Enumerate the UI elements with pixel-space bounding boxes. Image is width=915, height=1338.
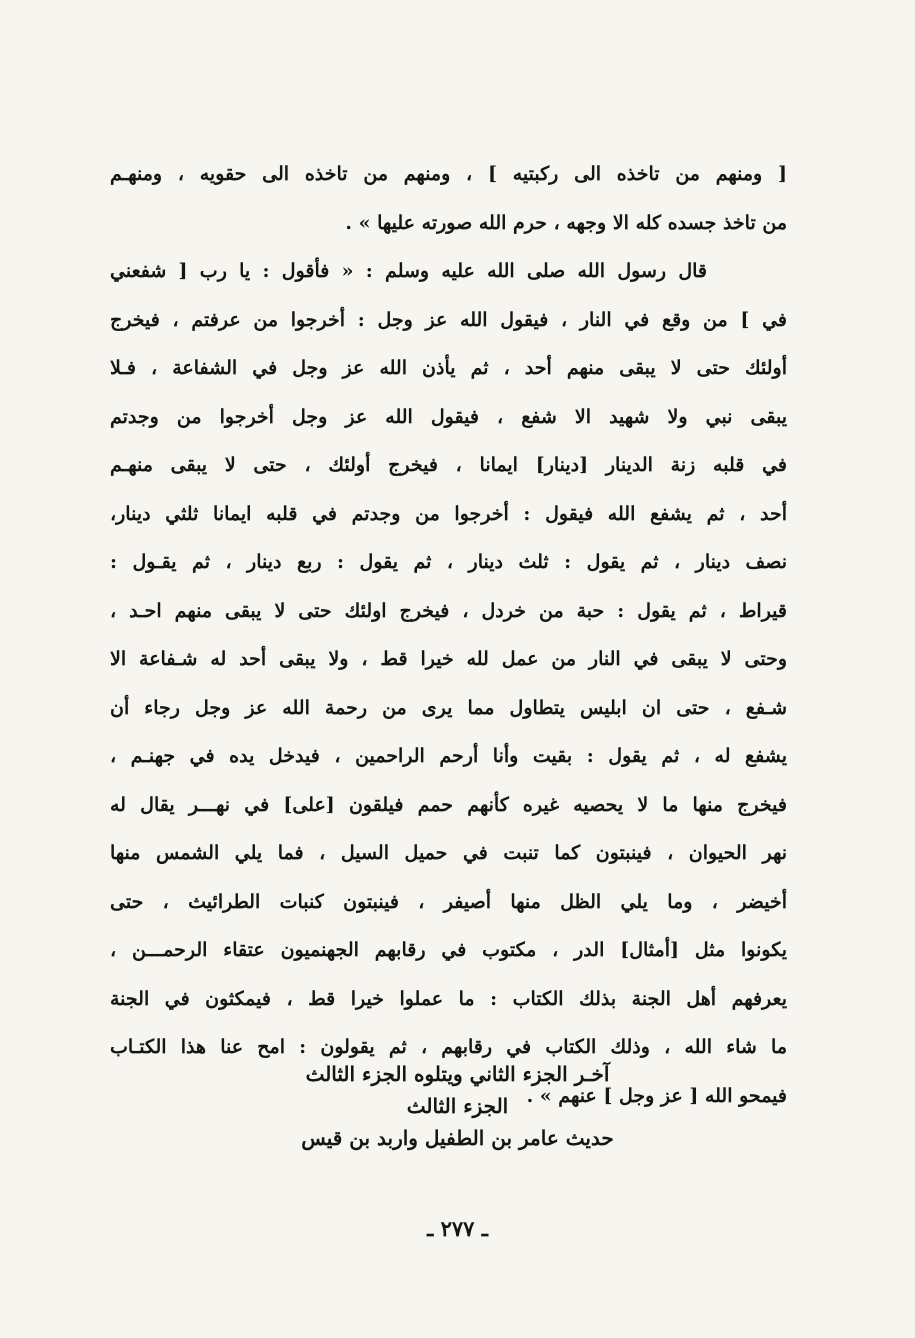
text-line: من تاخذ جسده كله الا وجهه ، حرم الله صورته عليها » . xyxy=(345,211,787,234)
text-line: يشفع له ، ثم يقول : بقيت وأنا أرحم الراحمين ، فيدخل يده في جهنـم ، xyxy=(110,745,787,767)
hadith-title-heading: حديث عامر بن الطفيل واربد بن قيس xyxy=(301,1126,614,1150)
text-line: نصف دينار ، ثم يقول : ثلث دينار ، ثم يقول : ربع دينار ، ثم يقـول : xyxy=(110,551,787,573)
text-line: قيراط ، ثم يقول : حبة من خردل ، فيخرج اولئك حتى لا يبقى منهم احـد ، xyxy=(110,599,787,622)
text-line: نهر الحيوان ، فينبتون كما تنبت في حميل السيل ، فما يلي الشمس منها xyxy=(110,842,787,864)
text-line: وحتى لا يبقى في النار من عمل لله خيرا قط ، ولا يبقى أحد له شـفاعة الا xyxy=(110,648,787,670)
hadith-text-body xyxy=(110,150,787,1120)
text-line: شـفع ، حتى ان ابليس يتطاول مما يرى من رحمة الله عز وجل رجاء أن xyxy=(110,696,787,719)
text-line: فيمحو الله [ عز وجل ] عنهم » . xyxy=(526,1084,787,1107)
text-line: [ ومنهم من تاخذه الى ركبتيه ] ، ومنهم من تاخذه الى حقويه ، ومنهـم xyxy=(110,163,787,185)
text-line: أحد ، ثم يشفع الله فيقول : أخرجوا من وجدتم في قلبه ايمانا ثلثي دينار، xyxy=(110,502,787,525)
text-line: يعرفهم أهل الجنة بذلك الكتاب : ما عملوا خيرا قط ، فيمكثون في الجنة xyxy=(110,987,787,1010)
text-line: أولئك حتى لا يبقى منهم أحد ، ثم يأذن الله عز وجل في الشفاعة ، فـلا xyxy=(110,357,787,379)
text-line: ما شاء الله ، وذلك الكتاب في رقابهم ، ثم يقولون : امح عنا هذا الكتـاب xyxy=(110,1036,787,1058)
text-line: يبقى نبي ولا شهيد الا شفع ، فيقول الله عز وجل أخرجوا من وجدتم xyxy=(110,405,787,428)
end-of-part-heading: آخـر الجزء الثاني ويتلوه الجزء الثالث xyxy=(305,1062,610,1086)
part-three-heading: الجزء الثالث xyxy=(406,1094,509,1118)
page-number: ـ ٢٧٧ ـ xyxy=(427,1216,488,1241)
text-line: يكونوا مثل [أمثال] الدر ، مكتوب في رقابهم الجهنميون عتقاء الرحمـــن ، xyxy=(110,939,787,961)
section-headings xyxy=(0,1058,915,1154)
text-line: أخيضر ، وما يلي الظل منها أصيفر ، فينبتون كنبات الطرائيث ، حتى xyxy=(110,890,787,913)
text-line: في ] من وقع في النار ، فيقول الله عز وجل : أخرجوا من عرفتم ، فيخرج xyxy=(110,308,787,331)
text-line: قال رسول الله صلى الله عليه وسلم : « فأقول : يا رب [ شفعني xyxy=(110,260,707,282)
text-line: فيخرج منها ما لا يحصيه غيره كأنهم حمم فيلقون [على] في نهـــر يقال له xyxy=(110,793,787,816)
text-line: في قلبه زنة الدينار [دينار] ايمانا ، فيخرج أولئك ، حتى لا يبقى منهـم xyxy=(110,454,787,476)
